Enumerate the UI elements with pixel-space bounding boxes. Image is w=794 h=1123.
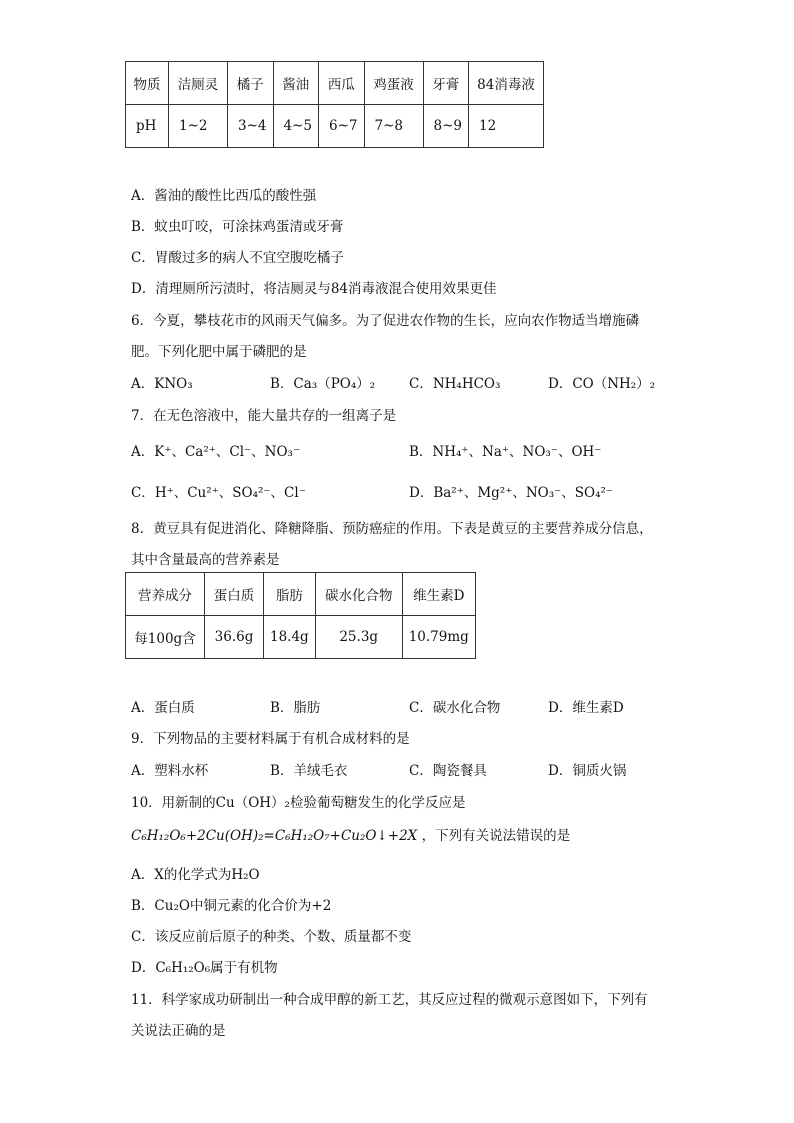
q10-option-c: C．该反应前后原子的种类、个数、质量都不变 <box>131 929 412 945</box>
ph-header-cell: 鸡蛋液 <box>364 62 423 105</box>
ph-value-cell: 3~4 <box>228 105 274 148</box>
q11-stem-line1: 11．科学家成功研制出一种合成甲醇的新工艺，其反应过程的微观示意图如下，下列有 <box>131 992 648 1008</box>
nutrition-value-row <box>126 616 476 659</box>
q9-stem: 9．下列物品的主要材料属于有机合成材料的是 <box>131 731 410 747</box>
nutrition-header-cell: 脂肪 <box>264 573 316 616</box>
nutrition-table <box>125 572 476 659</box>
q10-stem-tail: ，下列有关说法错误的是 <box>421 828 571 844</box>
nutrition-value-cell: 36.6g <box>205 616 264 659</box>
ph-header-cell: 橘子 <box>228 62 274 105</box>
q8-option-a: A．蛋白质 <box>131 700 195 716</box>
q8-option-c: C．碳水化合物 <box>409 700 501 716</box>
q5-option-a: A．酱油的酸性比西瓜的酸性强 <box>131 188 317 204</box>
q7-stem: 7．在无色溶液中，能大量共存的一组离子是 <box>131 408 397 424</box>
ph-table <box>125 61 544 148</box>
q10-equation-line <box>131 824 570 844</box>
nutrition-header-cell: 营养成分 <box>126 573 205 616</box>
nutrition-value-cell: 25.3g <box>315 616 402 659</box>
q10-stem-line1: 10．用新制的Cu（OH）₂检验葡萄糖发生的化学反应是 <box>131 795 466 811</box>
q5-option-c: C．胃酸过多的病人不宜空腹吃橘子 <box>131 250 344 266</box>
ph-header-cell: 物质 <box>126 62 169 105</box>
ph-header-cell: 84消毒液 <box>469 62 544 105</box>
q7-option-b: B．NH₄⁺、Na⁺、NO₃⁻、OH⁻ <box>409 444 602 460</box>
ph-value-cell: 6~7 <box>319 105 365 148</box>
nutrition-header-cell: 蛋白质 <box>205 573 264 616</box>
q9-option-c: C．陶瓷餐具 <box>409 763 487 779</box>
q11-stem-line2: 关说法正确的是 <box>131 1023 226 1039</box>
q6-stem-line1: 6．今夏，攀枝花市的风雨天气偏多。为了促进农作物的生长，应向农作物适当增施磷 <box>131 313 640 329</box>
ph-table-header-row <box>126 62 544 105</box>
q6-option-a: A．KNO₃ <box>131 376 193 392</box>
nutrition-header-cell: 碳水化合物 <box>315 573 402 616</box>
q8-stem-line1: 8．黄豆具有促进消化、降糖降脂、预防癌症的作用。下表是黄豆的主要营养成分信息， <box>131 521 653 537</box>
q10-option-a: A．X的化学式为H₂O <box>131 867 260 883</box>
ph-header-cell: 酱油 <box>273 62 319 105</box>
q7-option-a: A．K⁺、Ca²⁺、Cl⁻、NO₃⁻ <box>131 444 301 460</box>
ph-row-label: pH <box>126 105 169 148</box>
q6-option-c: C．NH₄HCO₃ <box>409 376 501 392</box>
nutrition-row-label: 每100g含 <box>126 616 205 659</box>
nutrition-value-cell: 18.4g <box>264 616 316 659</box>
q10-option-b: B．Cu₂O中铜元素的化合价为+2 <box>131 898 332 914</box>
nutrition-header-cell: 维生素D <box>402 573 475 616</box>
q8-option-b: B．脂肪 <box>270 700 321 716</box>
q9-option-d: D．铜质火锅 <box>548 763 627 779</box>
q8-option-d: D．维生素D <box>548 700 624 716</box>
q9-option-a: A．塑料水杯 <box>131 763 209 779</box>
q7-option-c: C．H⁺、Cu²⁺、SO₄²⁻、Cl⁻ <box>131 485 306 501</box>
nutrition-header-row <box>126 573 476 616</box>
ph-table-value-row <box>126 105 544 148</box>
q6-option-b: B．Ca₃（PO₄）₂ <box>270 376 376 392</box>
ph-header-cell: 牙膏 <box>423 62 469 105</box>
q5-option-d: D．清理厕所污渍时，将洁厕灵与84消毒液混合使用效果更佳 <box>131 281 497 297</box>
q5-option-b: B．蚊虫叮咬，可涂抹鸡蛋清或牙膏 <box>131 219 344 235</box>
ph-value-cell: 4~5 <box>273 105 319 148</box>
q10-equation: C₆H₁₂O₆+2Cu(OH)₂=C₆H₁₂O₇+Cu₂O↓+2X <box>131 828 418 844</box>
ph-value-cell: 7~8 <box>364 105 423 148</box>
q10-option-d: D．C₆H₁₂O₆属于有机物 <box>131 960 278 976</box>
q8-stem-line2: 其中含量最高的营养素是 <box>131 552 280 568</box>
ph-value-cell: 1~2 <box>169 105 228 148</box>
ph-header-cell: 洁厕灵 <box>169 62 228 105</box>
ph-header-cell: 西瓜 <box>319 62 365 105</box>
ph-value-cell: 12 <box>469 105 544 148</box>
nutrition-value-cell: 10.79mg <box>402 616 475 659</box>
q6-stem-line2: 肥。下列化肥中属于磷肥的是 <box>131 344 307 360</box>
q9-option-b: B．羊绒毛衣 <box>270 763 348 779</box>
ph-value-cell: 8~9 <box>423 105 469 148</box>
q7-option-d: D．Ba²⁺、Mg²⁺、NO₃⁻、SO₄²⁻ <box>409 485 614 501</box>
q6-option-d: D．CO（NH₂）₂ <box>548 376 656 392</box>
